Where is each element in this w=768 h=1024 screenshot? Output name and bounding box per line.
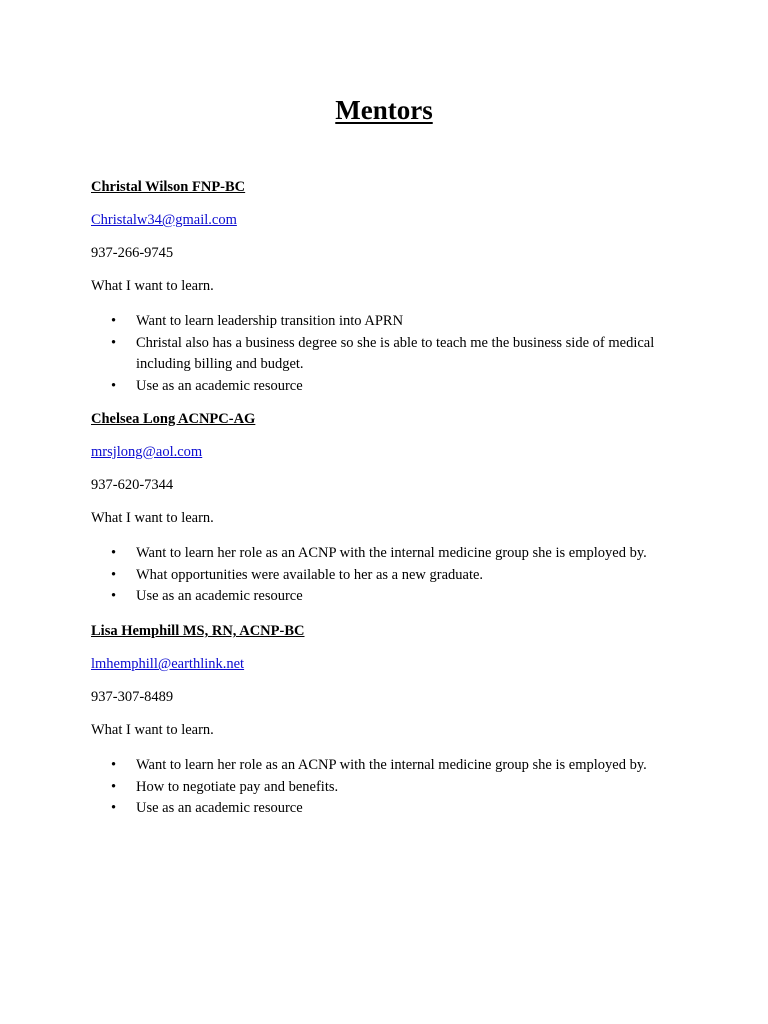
bullet-icon: • xyxy=(111,778,117,795)
list-item xyxy=(91,798,711,820)
learning-goals-list xyxy=(91,755,711,820)
list-item-text: Want to learn her role as an ACNP with the internal medicine group she is employed by. xyxy=(136,545,647,561)
mentor-name: Lisa Hemphill MS, RN, ACNP-BC xyxy=(91,623,305,639)
bullet-icon: • xyxy=(111,757,117,773)
learn-heading: What I want to learn. xyxy=(91,510,214,526)
list-item xyxy=(91,333,711,376)
list-item-text: Use as an academic resource xyxy=(136,377,303,394)
list-item-text: Christal also has a business degree so she is able to teach me the business side of medical including billing and budget. xyxy=(136,334,655,372)
list-item-text: Want to learn her role as an ACNP with the internal medicine group she is employed by. xyxy=(136,757,647,773)
learning-goals-list xyxy=(91,543,711,608)
learning-goals-list xyxy=(91,311,711,397)
mentor-phone: 937-266-9745 xyxy=(91,245,174,261)
bullet-icon: • xyxy=(111,377,117,394)
mentor-email-link[interactable]: lmhemphill@earthlink.net xyxy=(91,656,245,672)
list-item-text: How to negotiate pay and benefits. xyxy=(136,778,339,795)
mentor-email-link[interactable]: Christalw34@gmail.com xyxy=(91,212,237,228)
list-item xyxy=(91,311,711,333)
mentor-section xyxy=(91,177,711,397)
page-title: Mentors xyxy=(335,95,433,125)
mentor-section xyxy=(91,621,711,820)
bullet-icon: • xyxy=(111,588,117,604)
mentor-name: Chelsea Long ACNPC-AG xyxy=(91,411,256,427)
learn-heading: What I want to learn. xyxy=(91,278,214,294)
mentor-email-link[interactable]: mrsjlong@aol.com xyxy=(91,444,203,460)
bullet-icon: • xyxy=(111,800,117,816)
mentor-section xyxy=(91,409,711,608)
list-item xyxy=(91,565,711,587)
list-item-text: Want to learn leadership transition into APRN xyxy=(136,313,404,329)
bullet-icon: • xyxy=(111,334,117,351)
bullet-icon: • xyxy=(111,313,117,329)
learn-heading: What I want to learn. xyxy=(91,722,214,738)
list-item xyxy=(91,376,711,398)
mentor-phone: 937-307-8489 xyxy=(91,689,174,705)
list-item-text: Use as an academic resource xyxy=(136,800,303,816)
mentor-phone: 937-620-7344 xyxy=(91,477,174,493)
list-item xyxy=(91,543,711,565)
bullet-icon: • xyxy=(111,566,117,583)
mentor-name: Christal Wilson FNP-BC xyxy=(91,179,246,195)
list-item-text: Use as an academic resource xyxy=(136,588,303,604)
list-item xyxy=(91,586,711,608)
bullet-icon: • xyxy=(111,545,117,561)
list-item xyxy=(91,755,711,777)
list-item xyxy=(91,777,711,799)
list-item-text: What opportunities were available to her as a new graduate. xyxy=(136,566,484,583)
